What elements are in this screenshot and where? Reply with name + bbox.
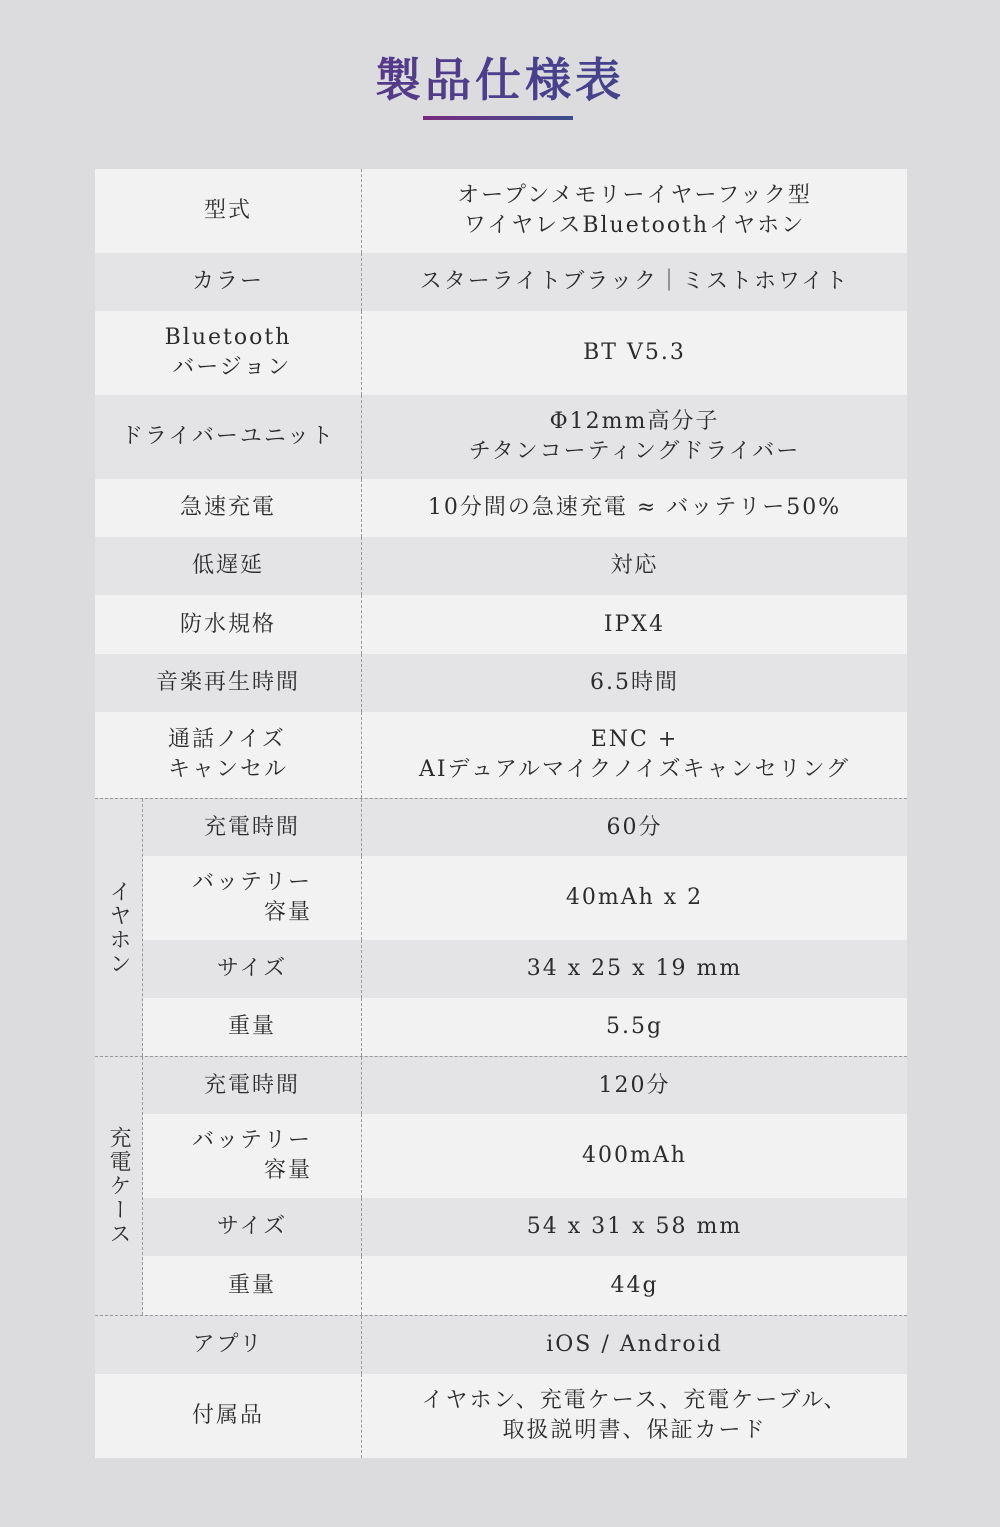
spec-label [95, 479, 362, 537]
spec-row [95, 537, 907, 595]
spec-label-text: バッテリー [191, 1128, 312, 1153]
spec-row [143, 1114, 907, 1198]
spec-label [95, 311, 362, 395]
spec-row [143, 1057, 907, 1114]
spec-value [362, 595, 907, 654]
spec-label [95, 169, 362, 253]
spec-label [95, 1316, 362, 1374]
spec-value [362, 940, 907, 998]
spec-label-text: 型式 [203, 198, 252, 223]
spec-label-text: バッテリー [191, 870, 312, 895]
spec-value-text: 400mAh [582, 1143, 687, 1168]
spec-value [362, 712, 907, 798]
spec-value-text: 6.5時間 [590, 670, 679, 695]
spec-label [95, 395, 362, 479]
spec-label [143, 1256, 362, 1315]
spec-row [95, 395, 907, 479]
spec-value [362, 311, 907, 395]
page-title: 製品仕様表 [0, 52, 1000, 108]
spec-row [95, 712, 907, 798]
spec-value-text: 10分間の急速充電 ≈ バッテリー50% [427, 495, 842, 520]
earphone-group [95, 798, 907, 1056]
spec-value [362, 799, 907, 856]
spec-label-text: 通話ノイズ [167, 727, 286, 752]
spec-value-text: ワイヤレスBluetoothイヤホン [463, 213, 806, 238]
spec-value [362, 479, 907, 537]
spec-value [362, 169, 907, 253]
spec-label-text: 急速充電 [179, 495, 276, 520]
spec-row [95, 595, 907, 654]
spec-label [143, 1114, 362, 1198]
earphone-rows [143, 799, 907, 1056]
spec-value [362, 1316, 907, 1374]
spec-value-text: Φ12mm高分子 [549, 409, 720, 434]
spec-value-text: AIデュアルマイクノイズキャンセリング [418, 757, 851, 782]
spec-label-text: 容量 [263, 900, 312, 925]
spec-label [143, 1198, 362, 1256]
spec-label-text: 重量 [227, 1014, 276, 1039]
spec-label-text: 充電時間 [203, 1072, 300, 1098]
spec-row [143, 940, 907, 998]
spec-value-text: 取扱説明書、保証カード [502, 1418, 767, 1443]
spec-row [95, 311, 907, 395]
group-label-case [95, 1057, 143, 1315]
spec-value [362, 537, 907, 595]
spec-value [362, 253, 907, 311]
spec-value-text: イヤホン、充電ケース、充電ケーブル、 [421, 1388, 848, 1413]
spec-row [95, 1316, 907, 1374]
spec-label [143, 856, 362, 940]
spec-label-text: 防水規格 [179, 611, 276, 637]
spec-value-text: オープンメモリーイヤーフック型 [457, 183, 812, 208]
spec-label-text: キャンセル [167, 757, 288, 782]
spec-value-text: 対応 [610, 553, 659, 578]
spec-label [95, 712, 362, 798]
spec-label-text: バージョン [172, 355, 292, 380]
spec-value-text: スターライトブラック｜ミストホワイト [419, 269, 850, 294]
case-rows [143, 1057, 907, 1315]
spec-label-text: 容量 [263, 1158, 312, 1183]
spec-row [95, 654, 907, 712]
spec-row [143, 998, 907, 1056]
spec-value [362, 998, 907, 1056]
spec-label-text: Bluetooth [164, 325, 292, 350]
spec-row [143, 856, 907, 940]
spec-value-text: 5.5g [605, 1014, 664, 1039]
spec-label-text: 重量 [227, 1272, 276, 1298]
spec-value-text: 34 x 25 x 19 mm [526, 956, 743, 981]
spec-value-text: 120分 [598, 1072, 671, 1098]
spec-value-text: チタンコーティングドライバー [468, 439, 801, 464]
spec-rows-top [95, 169, 907, 798]
spec-value [362, 1057, 907, 1114]
spec-value-text: 44g [610, 1272, 659, 1298]
spec-value [362, 395, 907, 479]
spec-row [143, 1198, 907, 1256]
spec-rows-bottom [95, 1316, 907, 1458]
spec-label [95, 654, 362, 712]
spec-label [95, 595, 362, 654]
spec-label [143, 940, 362, 998]
spec-value [362, 1114, 907, 1198]
spec-label-text: カラー [191, 269, 264, 294]
spec-value-text: 40mAh x 2 [565, 885, 704, 910]
spec-table [95, 169, 907, 1458]
spec-row [143, 799, 907, 856]
group-label-text: 充電ケース [106, 1126, 131, 1246]
spec-label-text: アプリ [192, 1332, 264, 1357]
spec-value [362, 1256, 907, 1315]
title-underline [423, 116, 573, 120]
spec-label-text: ドライバーユニット [120, 424, 336, 449]
spec-label-text: 音楽再生時間 [155, 670, 300, 695]
case-group [95, 1056, 907, 1316]
spec-label-text: 充電時間 [203, 814, 300, 840]
group-label-earphone [95, 799, 143, 1056]
spec-label-text: サイズ [216, 1214, 288, 1239]
spec-value-text: BT V5.3 [583, 340, 686, 365]
spec-label [95, 1374, 362, 1458]
spec-row [95, 253, 907, 311]
spec-value [362, 856, 907, 940]
spec-row [95, 479, 907, 537]
spec-label [95, 537, 362, 595]
spec-row [143, 1256, 907, 1315]
spec-label [143, 998, 362, 1056]
spec-label [143, 799, 362, 856]
spec-value [362, 1198, 907, 1256]
spec-row [95, 169, 907, 253]
spec-value-text: IPX4 [603, 611, 666, 637]
spec-value [362, 654, 907, 712]
spec-value-text: ENC + [590, 727, 679, 752]
spec-value-text: iOS / Android [546, 1332, 723, 1357]
spec-label-text: サイズ [216, 956, 288, 981]
spec-label [95, 253, 362, 311]
spec-label-text: 付属品 [191, 1403, 264, 1428]
spec-value-text: 60分 [606, 814, 663, 840]
spec-label-text: 低遅延 [191, 553, 264, 578]
spec-row [95, 1374, 907, 1458]
spec-value-text: 54 x 31 x 58 mm [526, 1214, 743, 1239]
group-label-text: イヤホン [106, 879, 131, 976]
spec-value [362, 1374, 907, 1458]
spec-label [143, 1057, 362, 1114]
